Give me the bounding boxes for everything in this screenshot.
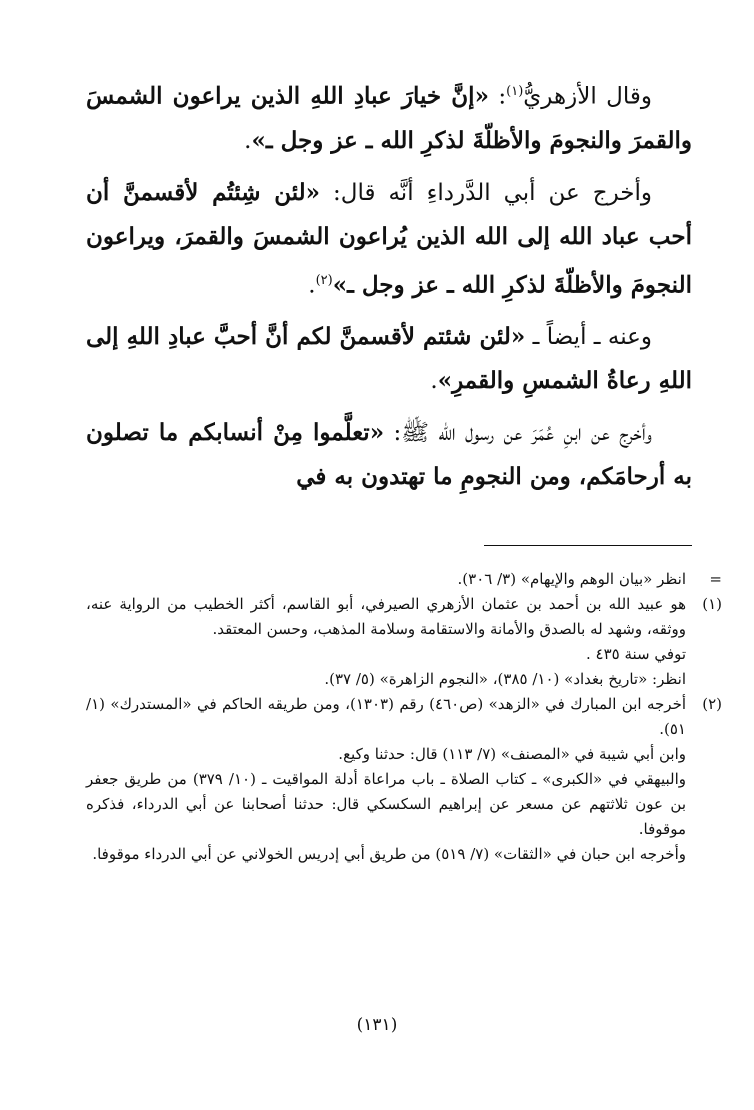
paragraph-ibn-umar [86,411,692,499]
paragraph-text: وأخرج عن ابنِ عُمَرَ عن رسول الله ﷺ: [384,420,652,447]
quotation: «تعلَّموا مِنْ أنسابكم ما تصلون به أرحامَكم، ومن النجومِ ما تهتدون به في [86,419,692,491]
footnote-line: توفي سنة ٤٣٥ . [586,645,686,663]
footnote-body [86,692,686,867]
footnote-line: وابن أبي شيبة في «المصنف» (٧/ ١١٣) قال: حدثنا وكيع. [338,745,686,763]
footnote-continued [86,567,722,592]
quotation: «لئن شِئتُم لأقسمنَّ أن أحب عباد الله إلى الله الذين يُراعون الشمسَ والقمرَ، ويراعون النجومَ والأظلّةَ لذكرِ الله ـ عز وجل ـ» [86,178,692,299]
footnote-marker: (١) [702,595,722,613]
footnote-body [86,592,686,692]
footnote-line: وأخرجه ابن حبان في «الثقات» (٧/ ٥١٩) من طريق أبي إدريس الخولاني عن أبي الدرداء موقوفا. [92,845,686,863]
footnote-marker: (٢) [702,695,722,713]
paragraph-text: وأخرج عن أبي الدَّرداءِ أنَّه قال: [320,179,652,206]
paragraph-end: . [308,272,316,299]
paragraph-abu-darda [86,171,692,308]
main-text [86,70,692,507]
footnote-line: أخرجه ابن المبارك في «الزهد» (ص٤٦٠) رقم (١٣٠٣)، ومن طريقه الحاكم في «المستدرك» (١/ ٥١). [86,695,687,738]
footnote-marker: = [709,570,722,588]
footnotes [86,567,722,867]
footnote-1 [86,592,722,692]
paragraph-text: : [488,83,507,110]
footnote-line: انظر: «تاريخ بغداد» (١٠/ ٣٨٥)، «النجوم الزاهرة» (٥/ ٣٧). [324,670,686,688]
paragraph-text: وعنه ـ أيضاً ـ [525,324,652,351]
paragraph-azhari [86,70,692,163]
paragraph-also [86,315,692,403]
footnote-ref[interactable]: (٢) [315,272,333,288]
paragraph-end: . [244,127,252,154]
quotation: «إنَّ خيارَ عبادِ اللهِ الذين يراعون الشمسَ والقمرَ والنجومَ والأظلّةَ لذكرِ الله ـ عز وجل ـ» [86,82,692,154]
page-number: (١٣١) [356,1015,398,1035]
footnote-line: انظر «بيان الوهم والإيهام» (٣/ ٣٠٦). [457,570,686,588]
footnote-line: والبيهقي في «الكبرى» ـ كتاب الصلاة ـ باب مراعاة أدلة المواقيت ـ (١٠/ ٣٧٩) من طريق جعفر بن عون ثلاثتهم عن مسعر عن إبراهيم السكسكي قال: حدثنا أصحابنا عن أبي الدرداء، فذكره موقوفا. [86,770,686,838]
footnote-ref[interactable]: (١) [506,84,524,99]
quotation: «لئن شئتم لأقسمنَّ لكم أنَّ أحبَّ عبادِ اللهِ إلى اللهِ رعاةُ الشمسِ والقمرِ» [86,323,692,395]
footnote-divider [484,545,692,546]
paragraph-end: . [430,368,438,395]
footnote-2 [86,692,722,867]
paragraph-text: وقال الأزهريُّ [523,83,653,110]
footnote-body [86,567,686,592]
footnote-line: هو عبيد الله بن أحمد بن عثمان الأزهري الصيرفي، أبو القاسم، أكثر الخطيب من الرواية عنه، ووثقه، وشهد له بالصدق والأمانة والاستقامة وسلامة المذهب، وحسن المعتقد. [86,595,686,638]
